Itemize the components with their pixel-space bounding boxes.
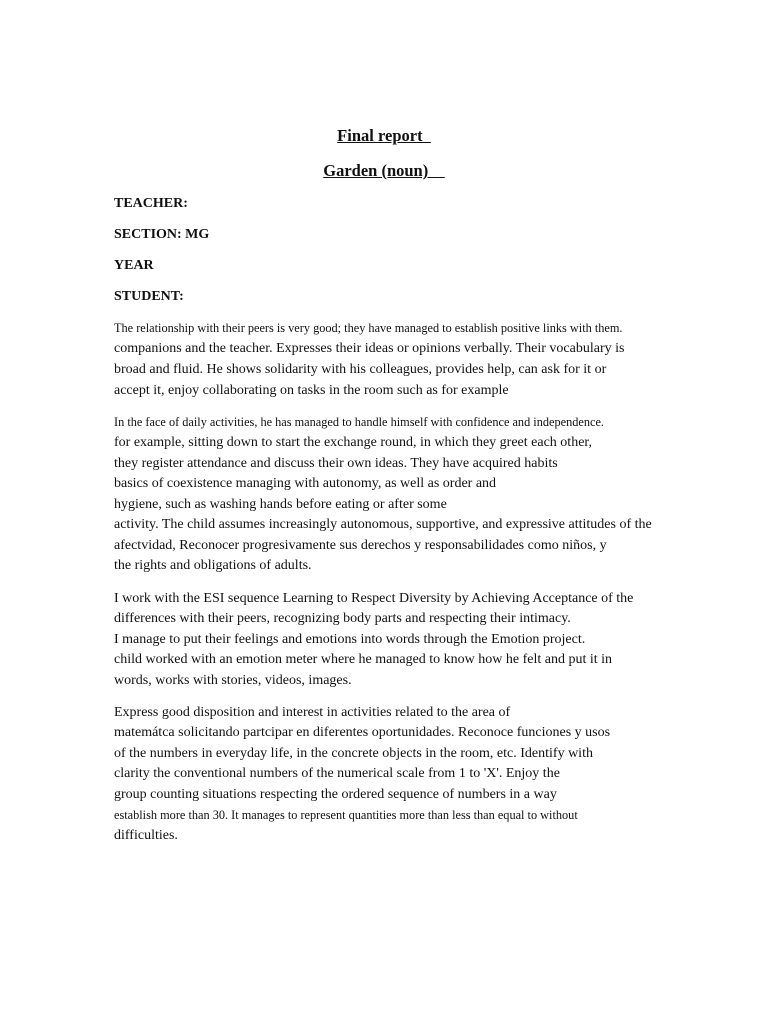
- paragraph-line: basics of coexistence managing with autonomy, as well as order and: [114, 476, 497, 491]
- paragraph-line: I manage to put their feelings and emotions into words through the Emotion project.: [114, 632, 586, 647]
- paragraph-line: differences with their peers, recognizing body parts and respecting their intimacy.: [114, 611, 571, 626]
- paragraph-line: they register attendance and discuss their own ideas. They have acquired habits: [114, 456, 558, 471]
- paragraph-line: hygiene, such as washing hands before eating or after some: [114, 497, 447, 512]
- year-field: YEAR: [114, 258, 154, 273]
- paragraph-line: In the face of daily activities, he has managed to handle himself with confidence and independence.: [114, 415, 604, 429]
- paragraph-line: I work with the ESI sequence Learning to Respect Diversity by Achieving Acceptance of the: [114, 591, 634, 606]
- paragraph-line: child worked with an emotion meter where he managed to know how he felt and put it in: [114, 652, 613, 667]
- paragraph-line: accept it, enjoy collaborating on tasks in the room such as for example: [114, 383, 509, 398]
- paragraph-line: clarity the conventional numbers of the numerical scale from 1 to 'X'. Enjoy the: [114, 766, 560, 781]
- paragraph-line: words, works with stories, videos, images.: [114, 673, 352, 688]
- paragraph-line: Express good disposition and interest in activities related to the area of: [114, 705, 511, 720]
- paragraph-line: matemátca solicitando partcipar en diferentes oportunidades. Reconoce funciones y usos: [114, 725, 611, 740]
- paragraph-line: difficulties.: [114, 828, 178, 843]
- paragraph-line: companions and the teacher. Expresses their ideas or opinions verbally. Their vocabulary is: [114, 341, 625, 356]
- paragraph-line: The relationship with their peers is very good; they have managed to establish positive links with them.: [114, 321, 623, 335]
- paragraph-line: the rights and obligations of adults.: [114, 558, 312, 573]
- paragraph-line: broad and fluid. He shows solidarity with his colleagues, provides help, can ask for it or: [114, 362, 607, 377]
- report-subtitle: Garden (noun): [323, 161, 445, 180]
- paragraph-line: for example, sitting down to start the exchange round, in which they greet each other,: [114, 435, 593, 450]
- student-field: STUDENT:: [114, 289, 184, 304]
- paragraph-line: establish more than 30. It manages to represent quantities more than less than equal to without: [114, 808, 578, 822]
- paragraph-line: activity. The child assumes increasingly autonomous, supportive, and expressive attitudes of the: [114, 517, 652, 532]
- report-title: Final report: [337, 126, 431, 145]
- paragraph-line: afectvidad, Reconocer progresivamente sus derechos y responsabilidades como niños, y: [114, 538, 607, 553]
- section-field: SECTION: MG: [114, 227, 210, 242]
- teacher-field: TEACHER:: [114, 196, 188, 211]
- paragraph-line: of the numbers in everyday life, in the concrete objects in the room, etc. Identify with: [114, 746, 593, 761]
- paragraph-line: group counting situations respecting the ordered sequence of numbers in a way: [114, 787, 557, 802]
